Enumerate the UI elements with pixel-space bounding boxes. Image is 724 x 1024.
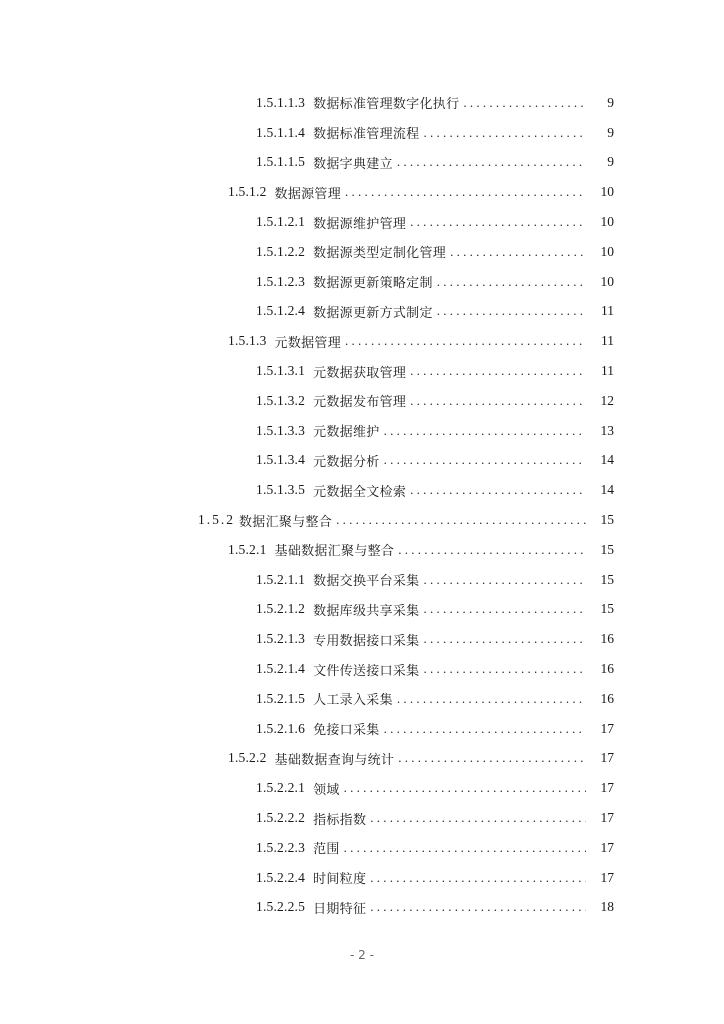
toc-entry-number: 1.5.2.1.3 <box>256 631 306 647</box>
toc-entry-page: 11 <box>601 303 614 319</box>
toc-entry[interactable] <box>0 535 724 565</box>
toc-entry-title: 元数据获取管理 <box>313 365 407 381</box>
toc-entry-number: 1.5.1.2.3 <box>256 273 306 289</box>
toc-entry[interactable] <box>0 863 724 893</box>
dot-leader <box>344 840 586 856</box>
toc-entry-number: 1.5.1.1.5 <box>256 154 306 170</box>
toc-entry-number: 1.5.1.3.5 <box>256 482 306 498</box>
toc-entry-page: 9 <box>607 124 614 140</box>
toc-entry-page: 17 <box>600 839 614 855</box>
toc-entry[interactable] <box>0 446 724 476</box>
dot-leader <box>437 303 586 319</box>
toc-entry[interactable] <box>0 565 724 595</box>
toc-entry-page: 17 <box>600 810 614 826</box>
toc-entry-title: 数据标准管理流程 <box>313 127 420 143</box>
toc-entry-number: 1.5.1.3.1 <box>256 363 306 379</box>
toc-entry-page: 10 <box>600 243 614 259</box>
toc-entry-page: 15 <box>600 571 614 587</box>
dot-leader <box>423 572 586 588</box>
toc-entry-title: 领域 <box>313 782 340 798</box>
dot-leader <box>384 452 586 468</box>
toc-entry-title: 免接口采集 <box>313 723 380 739</box>
toc-entry-number: 1.5.2.1.1 <box>256 571 306 587</box>
toc-entry-title: 文件传送接口采集 <box>313 663 420 679</box>
dot-leader <box>397 691 586 707</box>
table-of-contents <box>0 88 724 922</box>
toc-entry-page: 17 <box>600 869 614 885</box>
toc-entry-number: 1.5.1.1.3 <box>256 94 306 110</box>
dot-leader <box>345 333 586 349</box>
dot-leader <box>423 601 586 617</box>
toc-entry-title: 元数据全文检索 <box>313 484 407 500</box>
toc-entry-page: 12 <box>600 392 614 408</box>
toc-entry-title: 数据源更新策略定制 <box>313 276 433 292</box>
toc-entry-page: 17 <box>600 720 614 736</box>
toc-entry[interactable] <box>0 386 724 416</box>
toc-entry-page: 17 <box>600 750 614 766</box>
toc-entry-title: 数据标准管理数字化执行 <box>313 97 460 113</box>
toc-entry-number: 1.5.2.2.2 <box>256 810 306 826</box>
toc-entry-page: 9 <box>607 94 614 110</box>
toc-entry-page: 14 <box>600 482 614 498</box>
toc-entry-number: 1.5.1.3 <box>228 333 267 349</box>
toc-entry-page: 18 <box>600 899 614 915</box>
toc-entry[interactable] <box>0 88 724 118</box>
toc-entry-page: 13 <box>600 422 614 438</box>
toc-entry[interactable] <box>0 207 724 237</box>
toc-entry-title: 数据交换平台采集 <box>313 574 420 590</box>
toc-entry-number: 1.5.2 <box>198 512 235 528</box>
toc-entry-page: 16 <box>600 661 614 677</box>
toc-entry-title: 元数据维护 <box>313 425 380 441</box>
dot-leader <box>398 542 586 558</box>
toc-entry-page: 9 <box>607 154 614 170</box>
toc-entry-page: 11 <box>601 363 614 379</box>
toc-entry-number: 1.5.2.1.5 <box>256 690 306 706</box>
dot-leader <box>336 512 586 528</box>
toc-entry-page: 16 <box>600 690 614 706</box>
toc-entry[interactable] <box>0 505 724 535</box>
toc-entry-number: 1.5.2.2.4 <box>256 869 306 885</box>
toc-entry-page: 10 <box>600 184 614 200</box>
toc-entry-title: 基础数据查询与统计 <box>274 752 395 768</box>
dot-leader <box>437 274 586 290</box>
dot-leader <box>423 125 586 141</box>
toc-entry-title: 基础数据汇聚与整合 <box>274 544 395 560</box>
toc-entry-title: 元数据管理 <box>274 335 342 351</box>
toc-entry[interactable] <box>0 356 724 386</box>
toc-entry[interactable] <box>0 624 724 654</box>
toc-entry[interactable] <box>0 595 724 625</box>
toc-entry-title: 专用数据接口采集 <box>313 633 420 649</box>
dot-leader <box>398 750 586 766</box>
toc-entry-page: 14 <box>600 452 614 468</box>
dot-leader <box>370 899 586 915</box>
toc-entry-title: 指标指数 <box>313 812 367 828</box>
dot-leader <box>410 393 586 409</box>
toc-entry-number: 1.5.1.2.4 <box>256 303 306 319</box>
dot-leader <box>345 184 586 200</box>
toc-entry-number: 1.5.2.1.2 <box>256 601 306 617</box>
dot-leader <box>423 661 586 677</box>
dot-leader <box>410 363 586 379</box>
dot-leader <box>450 244 586 260</box>
toc-entry-title: 时间粒度 <box>313 872 367 888</box>
toc-entry-number: 1.5.2.1.4 <box>256 661 306 677</box>
toc-entry-title: 元数据分析 <box>313 454 380 470</box>
toc-entry-number: 1.5.1.3.4 <box>256 452 306 468</box>
toc-entry-title: 数据汇聚与整合 <box>239 514 333 530</box>
toc-entry-title: 人工录入采集 <box>313 693 393 709</box>
toc-entry-title: 数据库级共享采集 <box>313 603 420 619</box>
toc-entry[interactable] <box>0 326 724 356</box>
toc-entry-number: 1.5.1.3.2 <box>256 392 306 408</box>
dot-leader <box>397 154 586 170</box>
toc-entry[interactable] <box>0 148 724 178</box>
toc-entry-title: 数据源更新方式制定 <box>313 305 433 321</box>
dot-leader <box>410 214 586 230</box>
toc-entry-number: 1.5.2.2 <box>228 750 267 766</box>
toc-entry-title: 数据源类型定制化管理 <box>313 246 447 262</box>
toc-entry-page: 10 <box>600 273 614 289</box>
toc-entry-number: 1.5.2.2.1 <box>256 780 306 796</box>
toc-entry-number: 1.5.1.1.4 <box>256 124 306 140</box>
toc-entry-page: 17 <box>600 780 614 796</box>
dot-leader <box>384 721 586 737</box>
toc-entry-page: 16 <box>600 631 614 647</box>
toc-entry-title: 元数据发布管理 <box>313 395 407 411</box>
toc-entry[interactable] <box>0 177 724 207</box>
dot-leader <box>370 810 586 826</box>
toc-entry[interactable] <box>0 297 724 327</box>
toc-entry[interactable] <box>0 893 724 923</box>
toc-entry-number: 1.5.2.1.6 <box>256 720 306 736</box>
toc-entry-number: 1.5.1.3.3 <box>256 422 306 438</box>
toc-entry-title: 数据字典建立 <box>313 156 393 172</box>
toc-entry[interactable] <box>0 237 724 267</box>
dot-leader <box>384 423 586 439</box>
toc-entry-number: 1.5.1.2.1 <box>256 214 306 230</box>
toc-entry-page: 15 <box>600 512 614 528</box>
dot-leader <box>410 482 586 498</box>
toc-entry[interactable] <box>0 684 724 714</box>
toc-entry[interactable] <box>0 803 724 833</box>
toc-entry[interactable] <box>0 773 724 803</box>
toc-entry[interactable] <box>0 267 724 297</box>
toc-entry-number: 1.5.1.2 <box>228 184 267 200</box>
dot-leader <box>344 780 586 796</box>
toc-entry-number: 1.5.2.2.3 <box>256 839 306 855</box>
dot-leader <box>423 631 586 647</box>
toc-entry[interactable] <box>0 118 724 148</box>
toc-entry-number: 1.5.2.2.5 <box>256 899 306 915</box>
toc-entry[interactable] <box>0 714 724 744</box>
toc-entry-title: 范围 <box>313 842 340 858</box>
toc-entry-title: 数据源管理 <box>274 186 342 202</box>
toc-entry-page: 10 <box>600 214 614 230</box>
toc-entry-number: 1.5.2.1 <box>228 541 267 557</box>
toc-entry-title: 数据源维护管理 <box>313 216 407 232</box>
page-number-footer: - 2 - <box>350 948 374 962</box>
toc-entry[interactable] <box>0 416 724 446</box>
toc-entry-page: 11 <box>601 333 614 349</box>
dot-leader <box>463 95 586 111</box>
toc-entry-title: 日期特征 <box>313 901 367 917</box>
toc-entry[interactable] <box>0 744 724 774</box>
toc-entry-page: 15 <box>600 601 614 617</box>
toc-entry[interactable] <box>0 833 724 863</box>
dot-leader <box>370 870 586 886</box>
toc-entry-page: 15 <box>600 541 614 557</box>
toc-entry[interactable] <box>0 475 724 505</box>
toc-entry-number: 1.5.1.2.2 <box>256 243 306 259</box>
toc-entry[interactable] <box>0 654 724 684</box>
